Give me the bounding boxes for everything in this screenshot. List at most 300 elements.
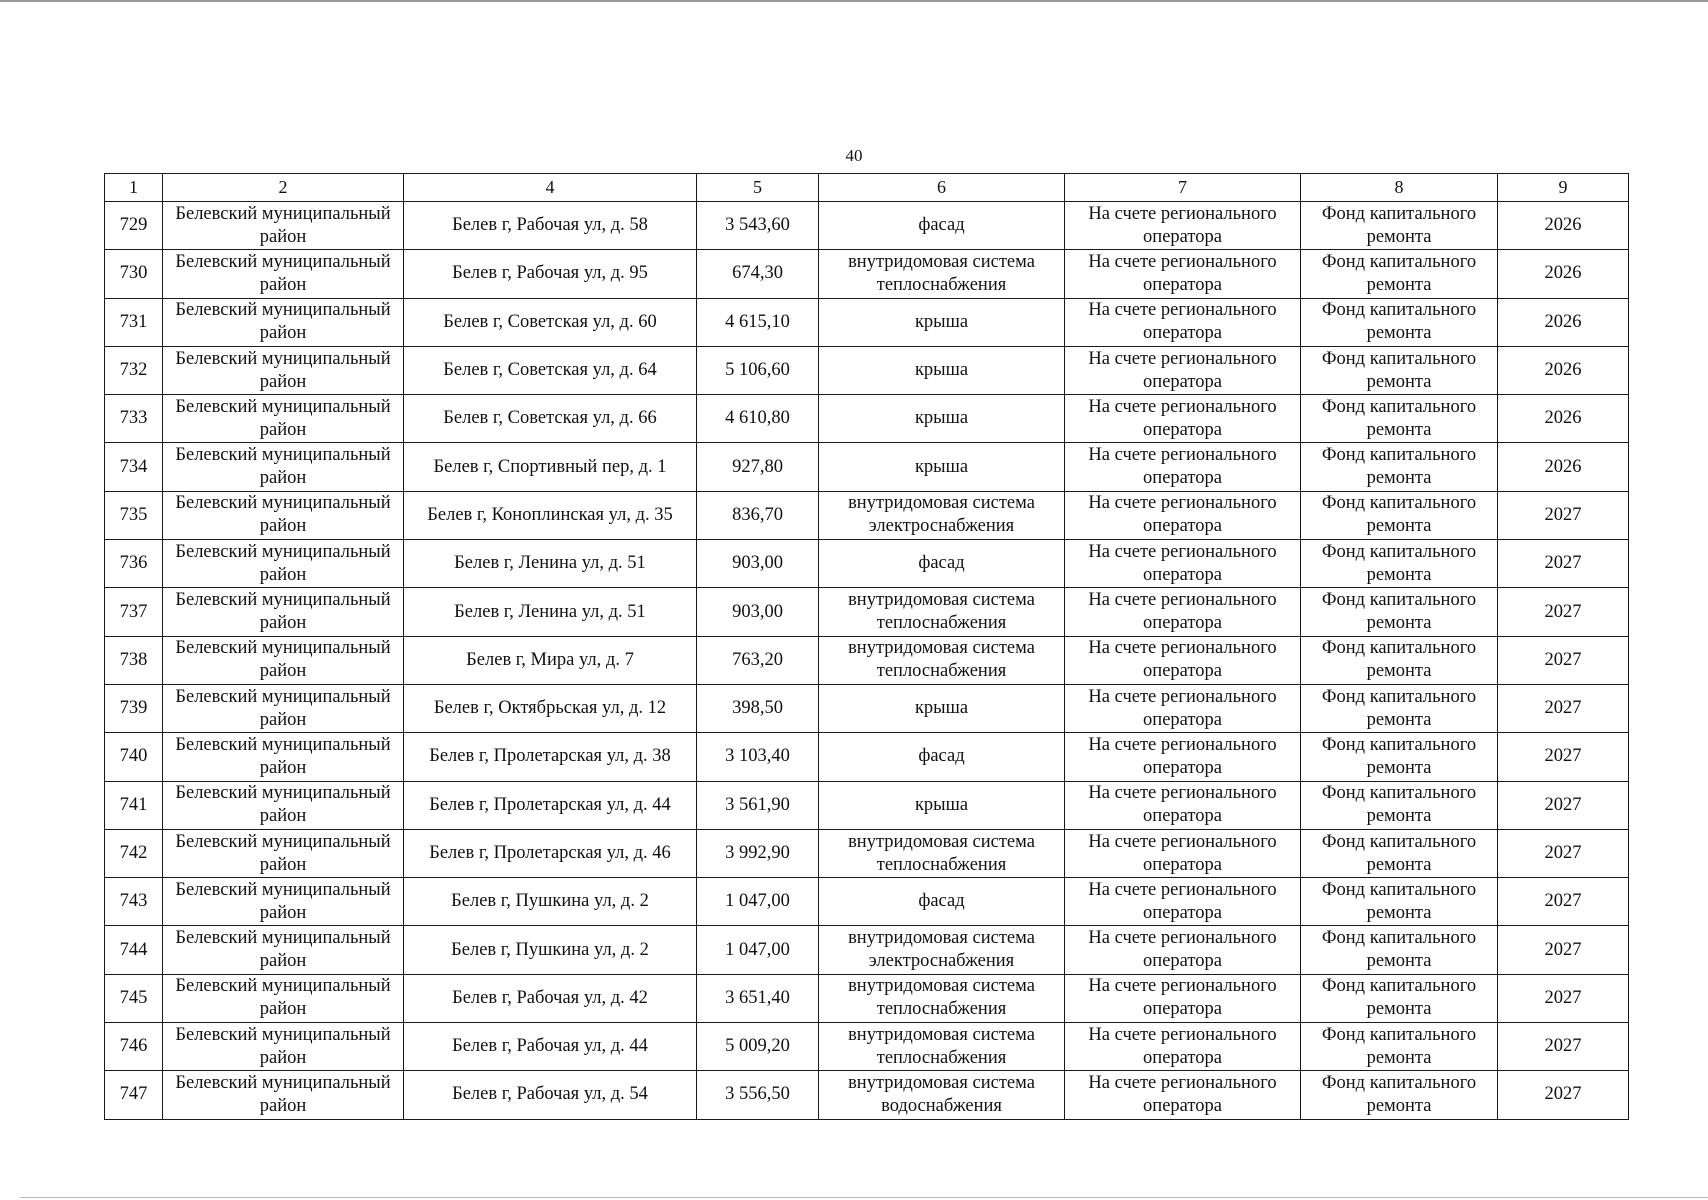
account-line-2: оператора	[1143, 274, 1222, 295]
funding-source-line-1: Фонд капитального	[1321, 348, 1477, 369]
row-number-cell: 737	[105, 588, 163, 636]
funding-source-line-2: ремонта	[1366, 468, 1432, 489]
funding-source-line-2: ремонта	[1366, 274, 1432, 295]
funding-source-line-1: Фонд капитального	[1321, 734, 1477, 755]
account-line-2: оператора	[1143, 226, 1222, 247]
work-type-line-1: фасад	[918, 891, 965, 912]
area-cell: 3 556,50	[697, 1071, 819, 1119]
funding-source-line-2: ремонта	[1366, 226, 1432, 247]
funding-source-line-1: Фонд капитального	[1321, 590, 1477, 611]
account-line-2: оператора	[1143, 1095, 1222, 1116]
account-line-1: На счете регионального	[1088, 203, 1277, 224]
work-type-line-1: внутридомовая система	[848, 1024, 1035, 1045]
district-cell	[163, 926, 404, 974]
funding-source-line-2: ремонта	[1366, 564, 1432, 585]
work-type-line-1: внутридомовая система	[848, 590, 1035, 611]
account-line-2: оператора	[1143, 323, 1222, 344]
district-line-2: район	[259, 226, 307, 247]
funding-source-line-2: ремонта	[1366, 516, 1432, 537]
account-line-1: На счете регионального	[1088, 831, 1277, 852]
funding-source-line-1: Фонд капитального	[1321, 1072, 1477, 1093]
table-row	[105, 540, 1629, 588]
funding-source-cell	[1301, 1071, 1498, 1119]
funding-source-cell	[1301, 491, 1498, 539]
account-cell	[1065, 636, 1301, 684]
table-row	[105, 733, 1629, 781]
district-line-2: район	[259, 951, 307, 972]
table-row	[105, 1023, 1629, 1071]
column-header: 7	[1065, 174, 1301, 202]
account-cell	[1065, 684, 1301, 732]
district-cell	[163, 829, 404, 877]
funding-source-cell	[1301, 346, 1498, 394]
funding-source-cell	[1301, 878, 1498, 926]
funding-source-line-2: ремонта	[1366, 806, 1432, 827]
work-type-line-2: водоснабжения	[881, 1095, 1002, 1116]
account-line-2: оператора	[1143, 709, 1222, 730]
address-cell: Белев г, Пролетарская ул, д. 44	[404, 781, 697, 829]
district-line-2: район	[259, 854, 307, 875]
account-cell	[1065, 878, 1301, 926]
district-cell	[163, 781, 404, 829]
account-cell	[1065, 540, 1301, 588]
district-cell	[163, 878, 404, 926]
address-cell: Белев г, Мира ул, д. 7	[404, 636, 697, 684]
area-cell: 927,80	[697, 443, 819, 491]
account-line-2: оператора	[1143, 468, 1222, 489]
column-header: 2	[163, 174, 404, 202]
account-cell	[1065, 250, 1301, 298]
funding-source-line-2: ремонта	[1366, 323, 1432, 344]
funding-source-cell	[1301, 926, 1498, 974]
account-line-1: На счете регионального	[1088, 879, 1277, 900]
funding-source-cell	[1301, 829, 1498, 877]
account-line-2: оператора	[1143, 999, 1222, 1020]
row-number-cell: 741	[105, 781, 163, 829]
account-line-2: оператора	[1143, 564, 1222, 585]
address-cell: Белев г, Пролетарская ул, д. 46	[404, 829, 697, 877]
account-line-2: оператора	[1143, 951, 1222, 972]
account-cell	[1065, 733, 1301, 781]
work-type-line-2: электроснабжения	[868, 516, 1015, 537]
work-type-line-2: теплоснабжения	[876, 1047, 1007, 1068]
year-cell: 2027	[1498, 781, 1629, 829]
area-cell: 3 103,40	[697, 733, 819, 781]
table-body	[105, 202, 1629, 1120]
work-type-line-1: внутридомовая система	[848, 493, 1035, 514]
area-cell: 903,00	[697, 540, 819, 588]
funding-source-cell	[1301, 298, 1498, 346]
district-cell	[163, 395, 404, 443]
funding-source-line-2: ремонта	[1366, 709, 1432, 730]
account-line-2: оператора	[1143, 757, 1222, 778]
account-cell	[1065, 202, 1301, 250]
account-line-2: оператора	[1143, 371, 1222, 392]
table-row	[105, 443, 1629, 491]
address-cell: Белев г, Октябрьская ул, д. 12	[404, 684, 697, 732]
area-cell: 5 106,60	[697, 346, 819, 394]
district-line-2: район	[259, 661, 307, 682]
address-cell: Белев г, Советская ул, д. 64	[404, 346, 697, 394]
account-line-1: На счете регионального	[1088, 251, 1277, 272]
district-cell	[163, 636, 404, 684]
account-cell	[1065, 491, 1301, 539]
work-type-cell	[819, 1023, 1065, 1071]
table-row	[105, 1071, 1629, 1119]
funding-source-line-2: ремонта	[1366, 1047, 1432, 1068]
account-line-2: оператора	[1143, 661, 1222, 682]
funding-source-line-2: ремонта	[1366, 854, 1432, 875]
column-header: 9	[1498, 174, 1629, 202]
district-line-1: Белевский муниципальный	[175, 1024, 391, 1045]
year-cell: 2027	[1498, 1071, 1629, 1119]
work-type-cell	[819, 298, 1065, 346]
funding-source-cell	[1301, 250, 1498, 298]
funding-source-cell	[1301, 733, 1498, 781]
district-line-1: Белевский муниципальный	[175, 251, 391, 272]
funding-source-cell	[1301, 395, 1498, 443]
district-line-1: Белевский муниципальный	[175, 783, 391, 804]
district-line-1: Белевский муниципальный	[175, 976, 391, 997]
row-number-cell: 735	[105, 491, 163, 539]
address-cell: Белев г, Рабочая ул, д. 42	[404, 974, 697, 1022]
district-line-2: район	[259, 419, 307, 440]
district-cell	[163, 684, 404, 732]
funding-source-line-2: ремонта	[1366, 757, 1432, 778]
year-cell: 2026	[1498, 202, 1629, 250]
funding-source-cell	[1301, 443, 1498, 491]
work-type-line-1: внутридомовая система	[848, 251, 1035, 272]
funding-source-line-1: Фонд капитального	[1321, 686, 1477, 707]
address-cell: Белев г, Ленина ул, д. 51	[404, 588, 697, 636]
work-type-cell	[819, 684, 1065, 732]
area-cell: 398,50	[697, 684, 819, 732]
work-type-line-1: крыша	[914, 698, 969, 719]
year-cell: 2027	[1498, 684, 1629, 732]
district-line-1: Белевский муниципальный	[175, 590, 391, 611]
account-line-1: На счете регионального	[1088, 493, 1277, 514]
district-cell	[163, 540, 404, 588]
work-type-line-1: крыша	[914, 408, 969, 429]
year-cell: 2027	[1498, 878, 1629, 926]
account-line-1: На счете регионального	[1088, 783, 1277, 804]
work-type-line-2: электроснабжения	[868, 951, 1015, 972]
year-cell: 2026	[1498, 298, 1629, 346]
work-type-line-1: внутридомовая система	[848, 638, 1035, 659]
work-type-line-1: крыша	[914, 311, 969, 332]
account-line-1: На счете регионального	[1088, 445, 1277, 466]
account-line-1: На счете регионального	[1088, 396, 1277, 417]
district-cell	[163, 298, 404, 346]
district-cell	[163, 588, 404, 636]
address-cell: Белев г, Спортивный пер, д. 1	[404, 443, 697, 491]
funding-source-line-1: Фонд капитального	[1321, 879, 1477, 900]
district-line-2: район	[259, 323, 307, 344]
column-header: 1	[105, 174, 163, 202]
address-cell: Белев г, Рабочая ул, д. 54	[404, 1071, 697, 1119]
funding-source-line-1: Фонд капитального	[1321, 300, 1477, 321]
work-type-cell	[819, 829, 1065, 877]
address-cell: Белев г, Пушкина ул, д. 2	[404, 926, 697, 974]
area-cell: 1 047,00	[697, 926, 819, 974]
row-number-cell: 732	[105, 346, 163, 394]
work-type-cell	[819, 1071, 1065, 1119]
table-row	[105, 395, 1629, 443]
district-line-2: район	[259, 1095, 307, 1116]
work-type-cell	[819, 491, 1065, 539]
row-number-cell: 739	[105, 684, 163, 732]
district-line-2: район	[259, 613, 307, 634]
account-line-1: На счете регионального	[1088, 976, 1277, 997]
funding-source-cell	[1301, 974, 1498, 1022]
account-line-1: На счете регионального	[1088, 686, 1277, 707]
row-number-cell: 743	[105, 878, 163, 926]
work-type-line-1: фасад	[918, 553, 965, 574]
table-row	[105, 491, 1629, 539]
work-type-line-1: фасад	[918, 746, 965, 767]
district-cell	[163, 250, 404, 298]
district-line-2: район	[259, 709, 307, 730]
district-line-1: Белевский муниципальный	[175, 203, 391, 224]
area-cell: 4 610,80	[697, 395, 819, 443]
work-type-cell	[819, 588, 1065, 636]
funding-source-cell	[1301, 1023, 1498, 1071]
table-row	[105, 781, 1629, 829]
account-line-1: На счете регионального	[1088, 590, 1277, 611]
address-cell: Белев г, Рабочая ул, д. 95	[404, 250, 697, 298]
work-type-line-2: теплоснабжения	[876, 274, 1007, 295]
district-line-1: Белевский муниципальный	[175, 1072, 391, 1093]
row-number-cell: 738	[105, 636, 163, 684]
work-type-line-2: теплоснабжения	[876, 661, 1007, 682]
year-cell: 2027	[1498, 926, 1629, 974]
account-line-2: оператора	[1143, 419, 1222, 440]
work-type-cell	[819, 926, 1065, 974]
account-cell	[1065, 781, 1301, 829]
district-cell	[163, 491, 404, 539]
work-type-line-1: крыша	[914, 360, 969, 381]
district-line-2: район	[259, 468, 307, 489]
address-cell: Белев г, Рабочая ул, д. 44	[404, 1023, 697, 1071]
table-row	[105, 202, 1629, 250]
scan-edge-top	[0, 0, 1708, 2]
account-cell	[1065, 298, 1301, 346]
funding-source-cell	[1301, 636, 1498, 684]
district-line-1: Белевский муниципальный	[175, 348, 391, 369]
row-number-cell: 733	[105, 395, 163, 443]
account-cell	[1065, 1071, 1301, 1119]
work-type-line-1: внутридомовая система	[848, 976, 1035, 997]
area-cell: 3 651,40	[697, 974, 819, 1022]
area-cell: 3 543,60	[697, 202, 819, 250]
district-cell	[163, 202, 404, 250]
funding-source-line-2: ремонта	[1366, 1095, 1432, 1116]
address-cell: Белев г, Пушкина ул, д. 2	[404, 878, 697, 926]
funding-source-line-2: ремонта	[1366, 902, 1432, 923]
work-type-cell	[819, 733, 1065, 781]
work-type-line-2: теплоснабжения	[876, 999, 1007, 1020]
account-line-2: оператора	[1143, 902, 1222, 923]
address-cell: Белев г, Советская ул, д. 66	[404, 395, 697, 443]
account-cell	[1065, 829, 1301, 877]
district-line-1: Белевский муниципальный	[175, 686, 391, 707]
funding-source-line-1: Фонд капитального	[1321, 541, 1477, 562]
work-type-cell	[819, 346, 1065, 394]
address-cell: Белев г, Ленина ул, д. 51	[404, 540, 697, 588]
work-type-cell	[819, 974, 1065, 1022]
row-number-cell: 744	[105, 926, 163, 974]
district-cell	[163, 1071, 404, 1119]
funding-source-cell	[1301, 684, 1498, 732]
area-cell: 836,70	[697, 491, 819, 539]
account-line-1: На счете регионального	[1088, 638, 1277, 659]
funding-source-line-1: Фонд капитального	[1321, 831, 1477, 852]
column-header: 6	[819, 174, 1065, 202]
district-cell	[163, 733, 404, 781]
table-row	[105, 878, 1629, 926]
work-type-line-1: крыша	[914, 794, 969, 815]
account-line-1: На счете регионального	[1088, 734, 1277, 755]
area-cell: 3 561,90	[697, 781, 819, 829]
table-row	[105, 298, 1629, 346]
row-number-cell: 746	[105, 1023, 163, 1071]
account-line-1: На счете регионального	[1088, 348, 1277, 369]
funding-source-line-1: Фонд капитального	[1321, 445, 1477, 466]
year-cell: 2027	[1498, 540, 1629, 588]
row-number-cell: 742	[105, 829, 163, 877]
district-cell	[163, 1023, 404, 1071]
address-cell: Белев г, Рабочая ул, д. 58	[404, 202, 697, 250]
row-number-cell: 747	[105, 1071, 163, 1119]
work-type-cell	[819, 540, 1065, 588]
account-cell	[1065, 1023, 1301, 1071]
work-type-cell	[819, 878, 1065, 926]
page-number: 40	[845, 146, 863, 165]
year-cell: 2027	[1498, 1023, 1629, 1071]
account-cell	[1065, 346, 1301, 394]
district-line-2: район	[259, 902, 307, 923]
district-cell	[163, 443, 404, 491]
district-line-1: Белевский муниципальный	[175, 831, 391, 852]
funding-source-line-2: ремонта	[1366, 613, 1432, 634]
account-line-2: оператора	[1143, 806, 1222, 827]
year-cell: 2027	[1498, 829, 1629, 877]
district-line-1: Белевский муниципальный	[175, 445, 391, 466]
district-line-1: Белевский муниципальный	[175, 879, 391, 900]
funding-source-line-1: Фонд капитального	[1321, 203, 1477, 224]
address-cell: Белев г, Советская ул, д. 60	[404, 298, 697, 346]
district-line-2: район	[259, 274, 307, 295]
account-cell	[1065, 926, 1301, 974]
table-row	[105, 684, 1629, 732]
account-line-1: На счете регионального	[1088, 1024, 1277, 1045]
district-line-1: Белевский муниципальный	[175, 541, 391, 562]
work-type-line-1: внутридомовая система	[848, 928, 1035, 949]
district-cell	[163, 346, 404, 394]
area-cell: 674,30	[697, 250, 819, 298]
row-number-cell: 730	[105, 250, 163, 298]
work-type-line-1: внутридомовая система	[848, 831, 1035, 852]
work-type-line-2: теплоснабжения	[876, 613, 1007, 634]
account-line-1: На счете регионального	[1088, 300, 1277, 321]
address-cell: Белев г, Пролетарская ул, д. 38	[404, 733, 697, 781]
table-row	[105, 636, 1629, 684]
column-header: 5	[697, 174, 819, 202]
funding-source-line-1: Фонд капитального	[1321, 783, 1477, 804]
table-row	[105, 250, 1629, 298]
account-line-1: На счете регионального	[1088, 541, 1277, 562]
district-line-1: Белевский муниципальный	[175, 493, 391, 514]
scan-edge-bottom	[20, 1197, 1708, 1198]
funding-source-line-1: Фонд капитального	[1321, 1024, 1477, 1045]
funding-source-line-2: ремонта	[1366, 999, 1432, 1020]
year-cell: 2026	[1498, 443, 1629, 491]
row-number-cell: 736	[105, 540, 163, 588]
district-line-2: район	[259, 999, 307, 1020]
table-row	[105, 346, 1629, 394]
funding-source-cell	[1301, 540, 1498, 588]
year-cell: 2026	[1498, 395, 1629, 443]
area-cell: 4 615,10	[697, 298, 819, 346]
account-cell	[1065, 974, 1301, 1022]
funding-source-cell	[1301, 202, 1498, 250]
district-line-2: район	[259, 806, 307, 827]
district-line-1: Белевский муниципальный	[175, 638, 391, 659]
district-line-1: Белевский муниципальный	[175, 300, 391, 321]
funding-source-line-1: Фонд капитального	[1321, 638, 1477, 659]
district-line-1: Белевский муниципальный	[175, 928, 391, 949]
funding-source-line-1: Фонд капитального	[1321, 396, 1477, 417]
account-cell	[1065, 395, 1301, 443]
row-number-cell: 745	[105, 974, 163, 1022]
work-type-cell	[819, 443, 1065, 491]
account-line-2: оператора	[1143, 1047, 1222, 1068]
year-cell: 2027	[1498, 636, 1629, 684]
year-cell: 2027	[1498, 588, 1629, 636]
funding-source-cell	[1301, 588, 1498, 636]
year-cell: 2027	[1498, 974, 1629, 1022]
work-type-cell	[819, 781, 1065, 829]
repair-register-table	[104, 173, 1629, 1120]
work-type-cell	[819, 395, 1065, 443]
district-line-2: район	[259, 564, 307, 585]
work-type-line-1: крыша	[914, 456, 969, 477]
account-line-2: оператора	[1143, 613, 1222, 634]
account-cell	[1065, 443, 1301, 491]
area-cell: 763,20	[697, 636, 819, 684]
district-line-2: район	[259, 1047, 307, 1068]
funding-source-line-2: ремонта	[1366, 661, 1432, 682]
row-number-cell: 729	[105, 202, 163, 250]
work-type-cell	[819, 202, 1065, 250]
year-cell: 2027	[1498, 491, 1629, 539]
district-line-1: Белевский муниципальный	[175, 734, 391, 755]
funding-source-line-1: Фонд капитального	[1321, 928, 1477, 949]
work-type-line-2: теплоснабжения	[876, 854, 1007, 875]
funding-source-line-1: Фонд капитального	[1321, 976, 1477, 997]
account-line-2: оператора	[1143, 516, 1222, 537]
district-line-1: Белевский муниципальный	[175, 396, 391, 417]
year-cell: 2027	[1498, 733, 1629, 781]
year-cell: 2026	[1498, 346, 1629, 394]
district-cell	[163, 974, 404, 1022]
address-cell: Белев г, Коноплинская ул, д. 35	[404, 491, 697, 539]
district-line-2: район	[259, 757, 307, 778]
work-type-line-1: внутридомовая система	[848, 1072, 1035, 1093]
column-header: 8	[1301, 174, 1498, 202]
table-row	[105, 588, 1629, 636]
district-line-2: район	[259, 371, 307, 392]
